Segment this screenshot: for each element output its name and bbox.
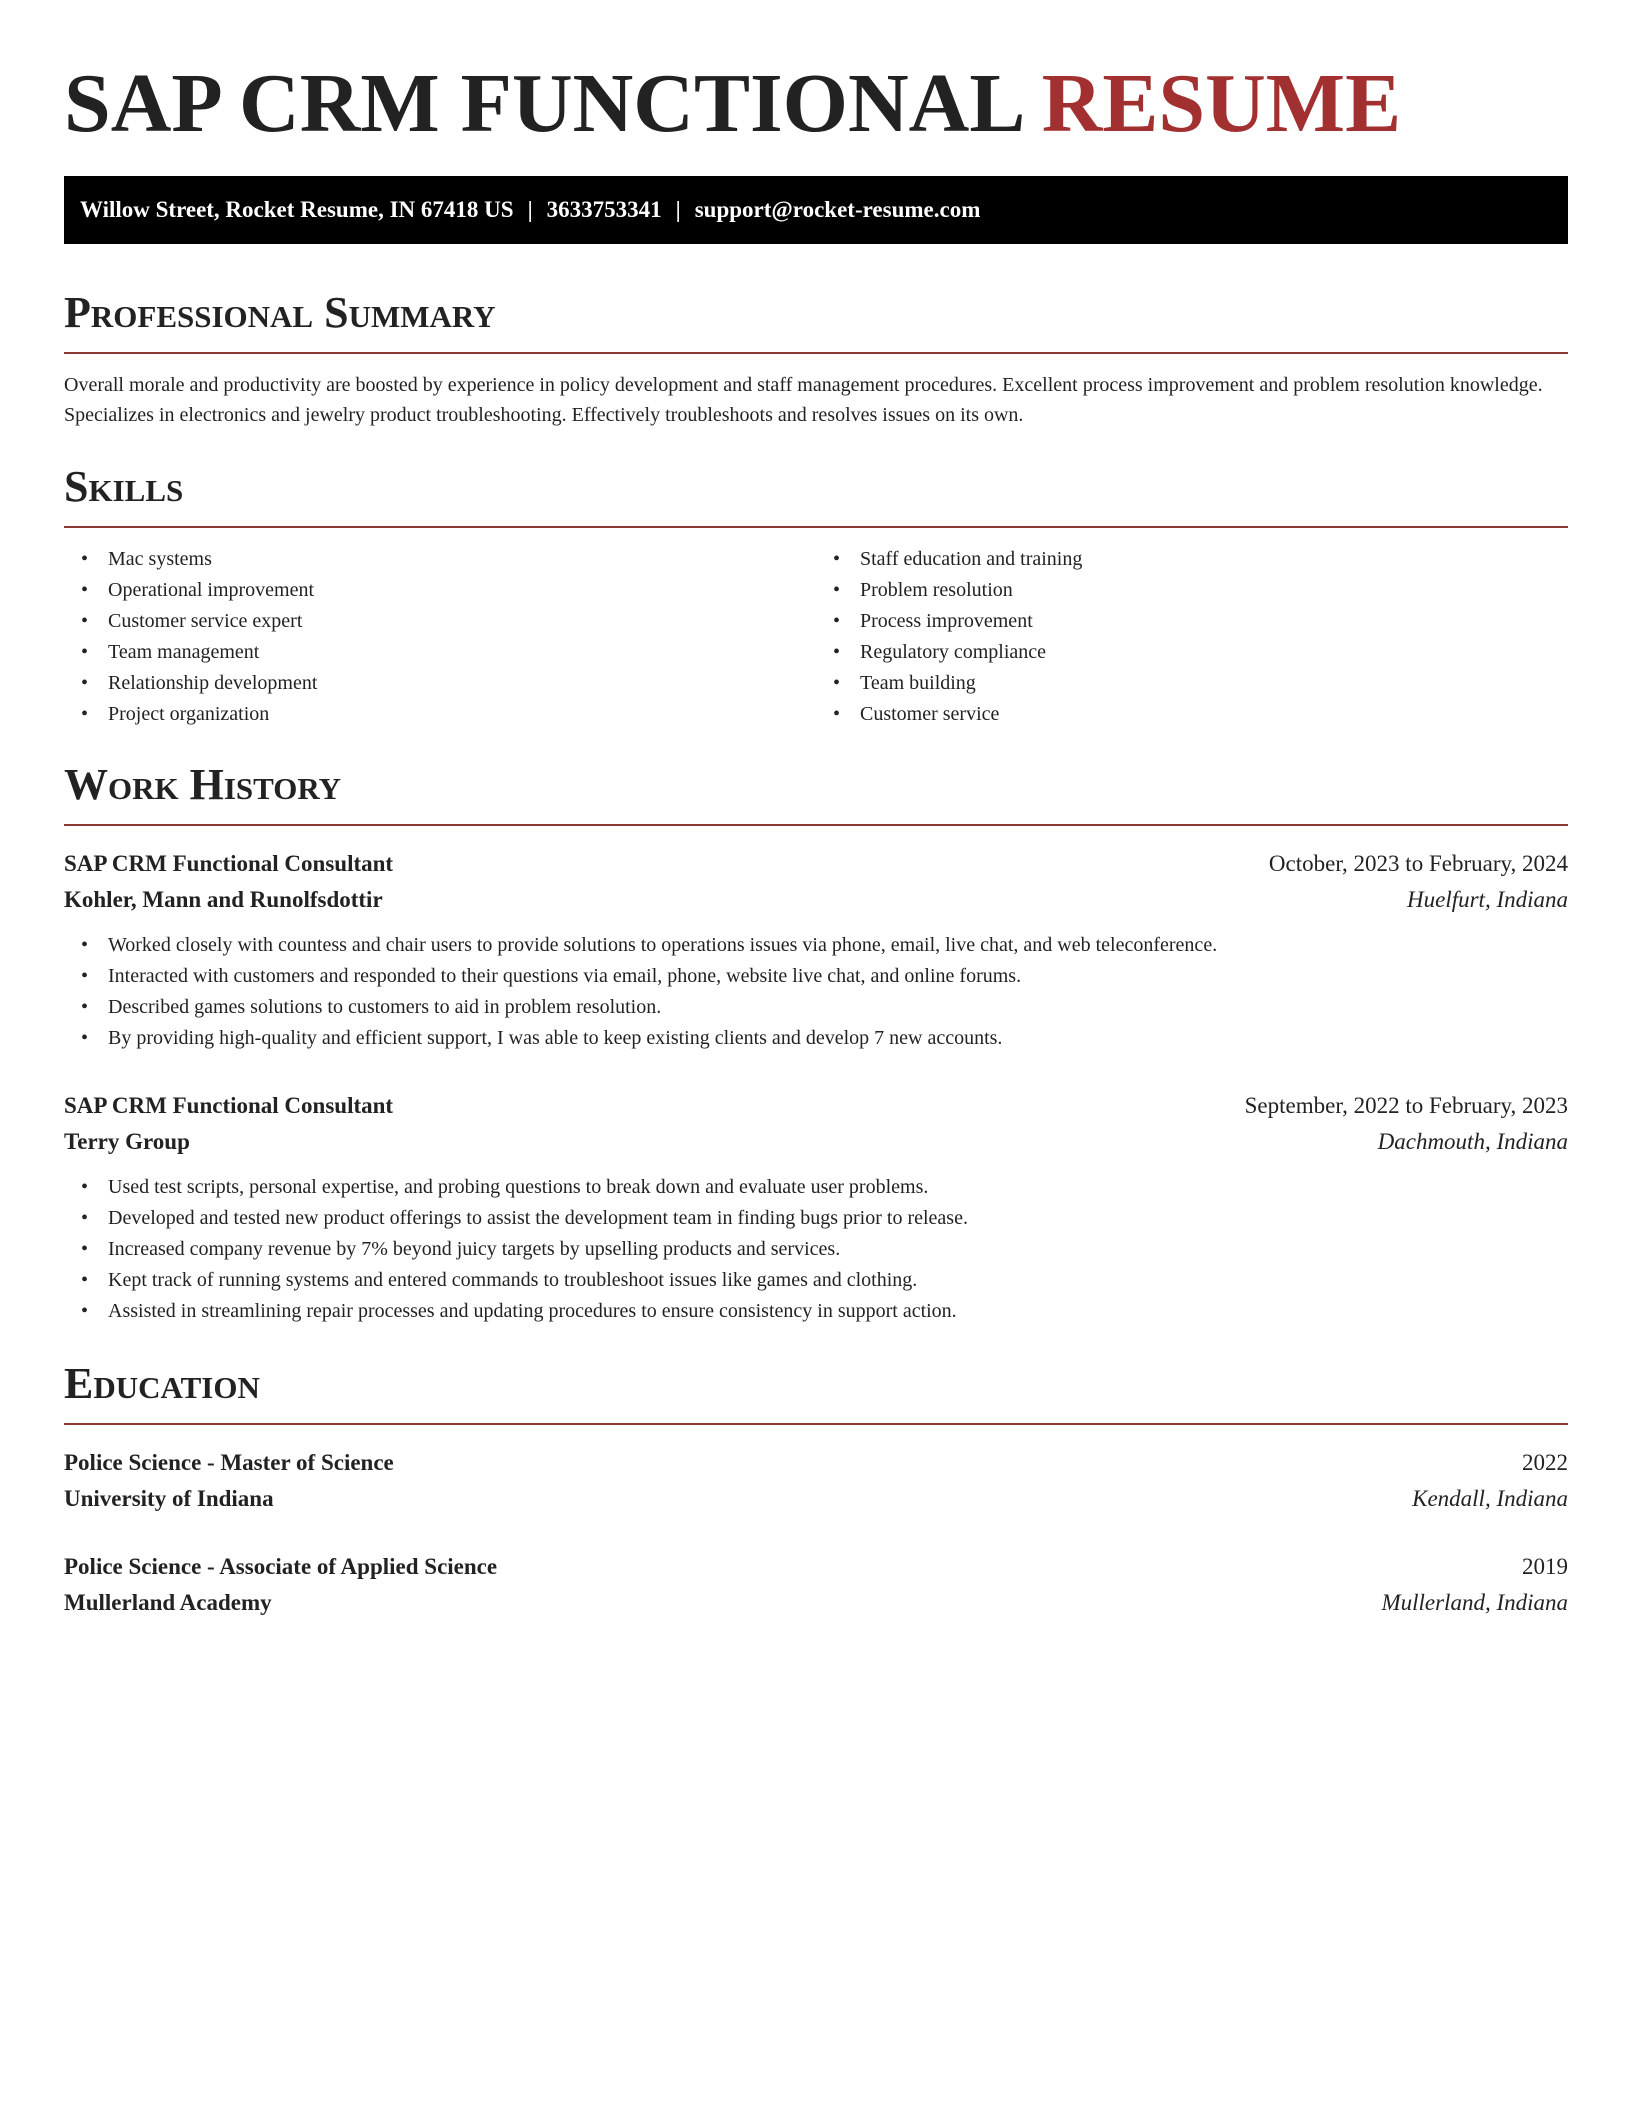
education-school-row <box>64 1585 1568 1621</box>
job-bullet: • Described games solutions to customers to aid in problem resolution. <box>108 992 1568 1023</box>
summary-text: Overall morale and productivity are boosted by experience in policy development and staff management procedures. Excellent process improvement and problem resolution knowledge. Specializes in electronics and jewelry product troubleshooting. Effectively troubleshoots and resolves issues on its own. <box>64 374 1543 426</box>
skill-item: • Operational improvement <box>108 575 816 606</box>
skill-item: • Regulatory compliance <box>860 637 1568 668</box>
job-entry <box>64 846 1568 1054</box>
education-school: University of Indiana <box>64 1486 274 1511</box>
skill-item: • Team building <box>860 668 1568 699</box>
job-bullet: • Used test scripts, personal expertise, and probing questions to break down and evaluate user problems. <box>108 1172 1568 1203</box>
skill-item: • Problem resolution <box>860 575 1568 606</box>
education-degree-row <box>64 1445 1568 1481</box>
job-title: SAP CRM Functional Consultant <box>64 851 394 876</box>
education-entry <box>64 1445 1568 1517</box>
skill-item: • Process improvement <box>860 606 1568 637</box>
skill-item: • Relationship development <box>108 668 816 699</box>
skills-section <box>64 460 1568 730</box>
resume-title <box>64 58 1568 150</box>
job-header-row <box>64 846 1568 882</box>
job-bullet: • Kept track of running systems and entered commands to troubleshoot issues like games and clothing. <box>108 1265 1568 1296</box>
education-location: Mullerland, Indiana <box>1381 1590 1568 1615</box>
contact-bar <box>64 176 1568 244</box>
job-dates: October, 2023 to February, 2024 <box>1268 851 1568 876</box>
section-heading-work-history: Work History <box>64 758 1568 826</box>
skills-column-left <box>64 544 816 730</box>
education-section <box>64 1357 1568 1621</box>
section-heading-skills: Skills <box>64 460 1568 528</box>
education-year: 2022 <box>1522 1450 1568 1475</box>
job-bullet: • By providing high-quality and efficient support, I was able to keep existing clients and develop 7 new accounts. <box>108 1023 1568 1054</box>
education-entry <box>64 1549 1568 1621</box>
job-company-row <box>64 1124 1568 1160</box>
skills-grid <box>64 544 1568 730</box>
job-bullet: • Interacted with customers and responded to their questions via email, phone, website live chat, and online forums. <box>108 961 1568 992</box>
job-company: Terry Group <box>64 1129 190 1154</box>
job-title: SAP CRM Functional Consultant <box>64 1093 394 1118</box>
job-company: Kohler, Mann and Runolfsdottir <box>64 887 383 912</box>
contact-address: Willow Street, Rocket Resume, IN 67418 US <box>80 197 514 222</box>
skill-item: • Staff education and training <box>860 544 1568 575</box>
skill-item: • Mac systems <box>108 544 816 575</box>
work-history-section <box>64 758 1568 1327</box>
title-main: SAP CRM FUNCTIONAL <box>64 57 1021 150</box>
job-bullet: • Assisted in streamlining repair processes and updating procedures to ensure consistency in support action. <box>108 1296 1568 1327</box>
job-dates: September, 2022 to February, 2023 <box>1244 1093 1568 1118</box>
contact-separator: | <box>675 197 681 222</box>
skill-item: • Team management <box>108 637 816 668</box>
education-school: Mullerland Academy <box>64 1590 272 1615</box>
job-company-row <box>64 882 1568 918</box>
section-heading-education: Education <box>64 1357 1568 1425</box>
section-heading-summary: Professional Summary <box>64 286 1568 354</box>
contact-email[interactable]: support@rocket-resume.com <box>694 197 981 222</box>
job-location: Dachmouth, Indiana <box>1377 1129 1568 1154</box>
job-bullet: • Increased company revenue by 7% beyond juicy targets by upselling products and services. <box>108 1234 1568 1265</box>
education-school-row <box>64 1481 1568 1517</box>
job-entry <box>64 1088 1568 1327</box>
contact-phone: 3633753341 <box>546 197 662 222</box>
job-bullets <box>64 1172 1568 1327</box>
job-bullets <box>64 930 1568 1054</box>
education-degree: Police Science - Associate of Applied Science <box>64 1554 498 1579</box>
job-location: Huelfurt, Indiana <box>1407 887 1568 912</box>
job-bullet: • Worked closely with countess and chair users to provide solutions to operations issues via phone, email, live chat, and web teleconference. <box>108 930 1568 961</box>
job-bullet: • Developed and tested new product offerings to assist the development team in finding bugs prior to release. <box>108 1203 1568 1234</box>
title-accent: RESUME <box>1041 57 1402 150</box>
contact-separator: | <box>527 197 533 222</box>
education-year: 2019 <box>1522 1554 1568 1579</box>
education-location: Kendall, Indiana <box>1412 1486 1568 1511</box>
summary-section <box>64 286 1568 430</box>
education-degree: Police Science - Master of Science <box>64 1450 394 1475</box>
skills-column-right <box>816 544 1568 730</box>
job-header-row <box>64 1088 1568 1124</box>
skill-item: • Project organization <box>108 699 816 730</box>
skill-item: • Customer service expert <box>108 606 816 637</box>
education-degree-row <box>64 1549 1568 1585</box>
skill-item: • Customer service <box>860 699 1568 730</box>
